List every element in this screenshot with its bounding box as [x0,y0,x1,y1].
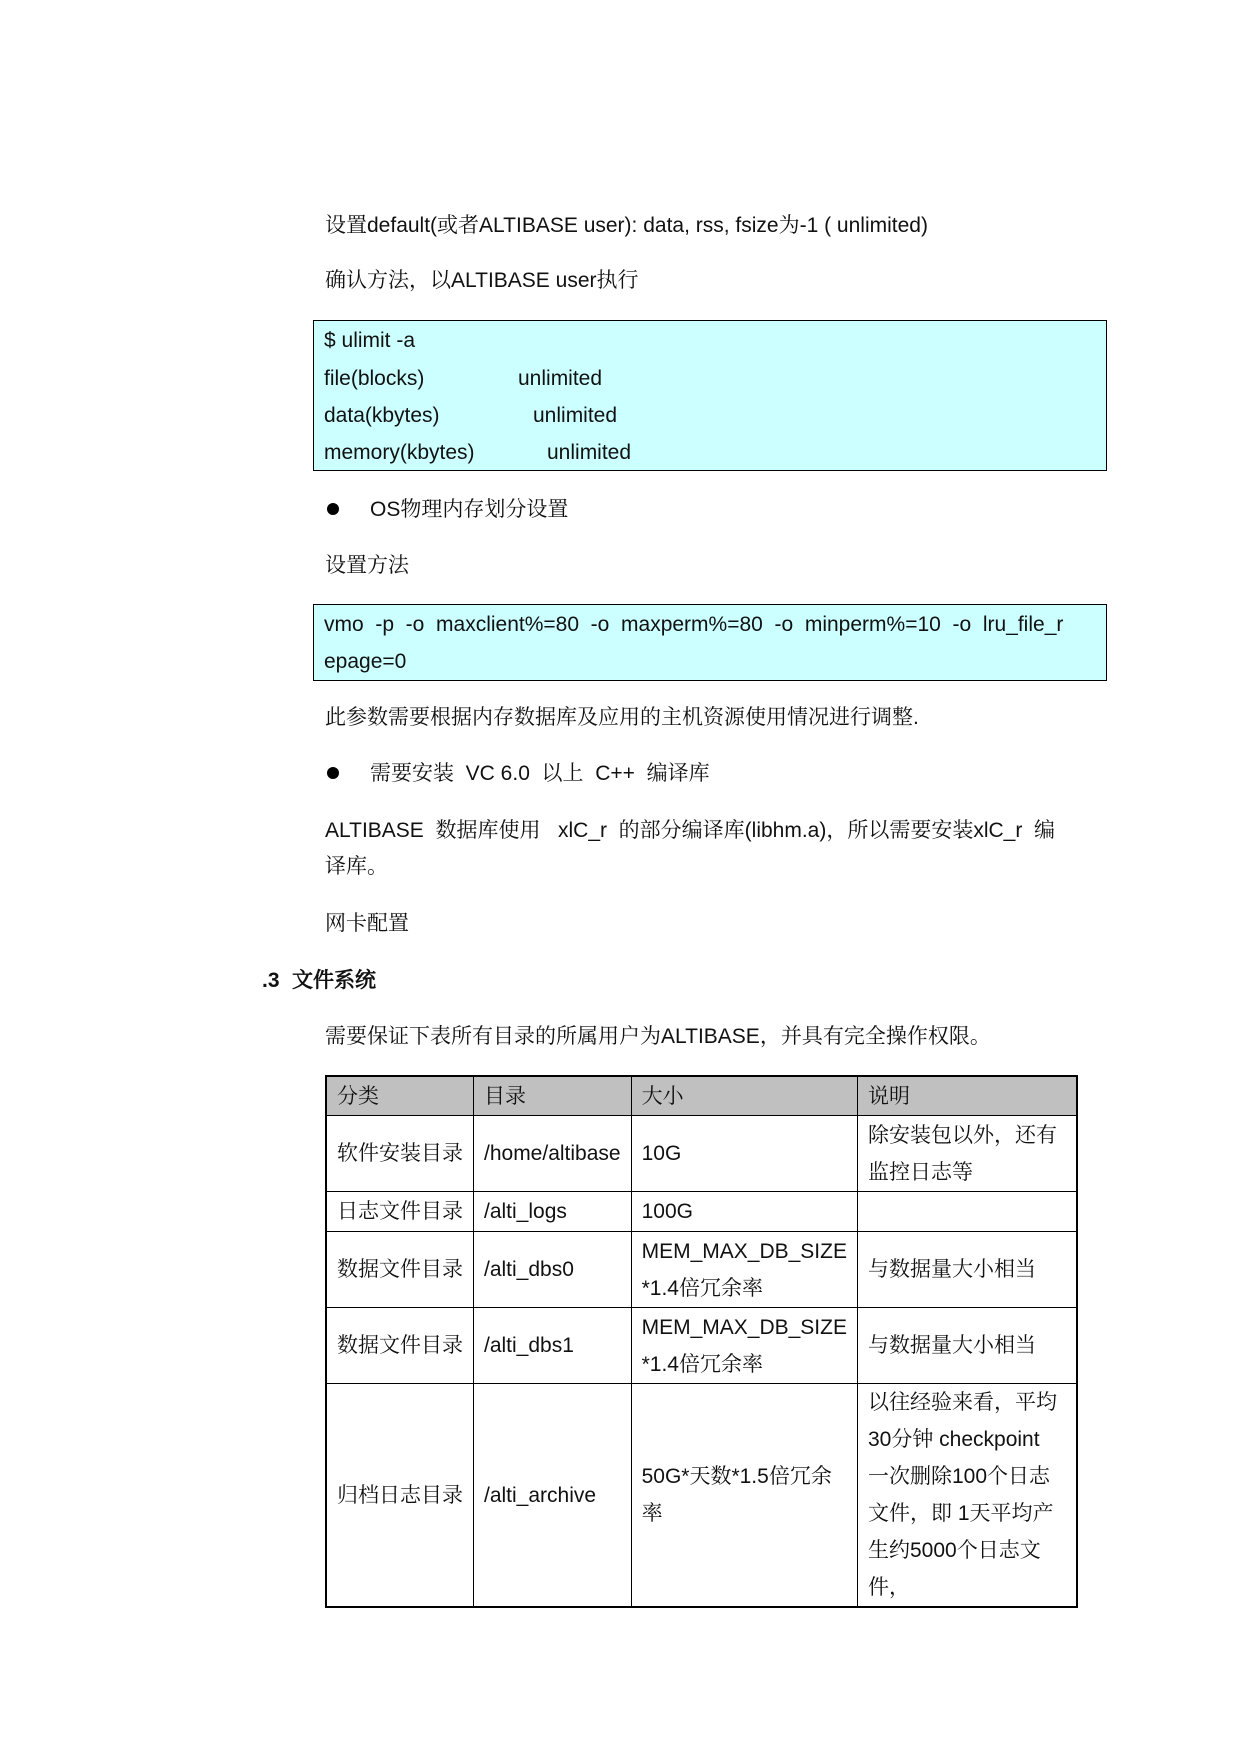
table-cell: 10G [631,1116,857,1192]
paragraph-xlc-line1: ALTIBASE 数据库使用 xlC_r 的部分编译库(libhm.a)，所以需要安装xlC_r 编 [325,819,1056,842]
bullet-icon [327,503,339,515]
table-cell: 日志文件目录 [326,1192,474,1232]
table-cell: 软件安装目录 [326,1116,474,1192]
paragraph-setting-method: 设置方法 [325,554,409,577]
table-cell: /alti_logs [474,1192,632,1232]
table-cell: 除安装包以外，还有监控日志等 [857,1116,1077,1192]
table-cell: /alti_archive [474,1384,632,1608]
table-row [326,1384,1077,1608]
table-cell: 与数据量大小相当 [857,1232,1077,1308]
bullet-vc-compiler: 需要安装 VC 6.0 以上 C++ 编译库 [370,762,710,785]
table-cell: 50G*天数*1.5倍冗余率 [631,1384,857,1608]
table-header-row [326,1076,1077,1116]
code-line: $ ulimit -a [324,329,416,352]
table-cell: 100G [631,1192,857,1232]
bullet-icon [327,767,339,779]
table-cell: /alti_dbs0 [474,1232,632,1308]
directory-table [325,1075,1078,1608]
code-line-value: unlimited [533,404,618,427]
table-cell: /home/altibase [474,1116,632,1192]
code-line: vmo -p -o maxclient%=80 -o maxperm%=80 -o minperm%=10 -o lru_file_r [324,613,1064,636]
paragraph-adjust-note: 此参数需要根据内存数据库及应用的主机资源使用情况进行调整. [325,706,919,729]
section-number: .3 [262,969,280,992]
bullet-os-memory: OS物理内存划分设置 [370,498,569,521]
code-block-vmo [313,604,1107,681]
paragraph-confirm-method: 确认方法，以ALTIBASE user执行 [325,269,639,292]
table-header-cell: 目录 [474,1076,632,1116]
code-line-name: file(blocks) [324,367,425,390]
table-cell: 数据文件目录 [326,1308,474,1384]
table-header-cell: 大小 [631,1076,857,1116]
code-block-ulimit [313,320,1107,471]
table-cell: 数据文件目录 [326,1232,474,1308]
code-line-value: unlimited [518,367,603,390]
code-line-name: memory(kbytes) [324,441,475,464]
paragraph-nic-config: 网卡配置 [325,912,409,935]
table-cell [857,1192,1077,1232]
table-row [326,1308,1077,1384]
table-row [326,1192,1077,1232]
table-cell: /alti_dbs1 [474,1308,632,1384]
code-line: epage=0 [324,650,407,673]
paragraph-set-default: 设置default(或者ALTIBASE user): data, rss, fsize为-1 ( unlimited) [325,214,928,237]
table-row [326,1116,1077,1192]
code-line-name: data(kbytes) [324,404,440,427]
table-header-cell: 说明 [857,1076,1077,1116]
table-cell: 归档日志目录 [326,1384,474,1608]
table-row [326,1232,1077,1308]
table-header-cell: 分类 [326,1076,474,1116]
table-cell: 以往经验来看，平均30分钟 checkpoint 一次删除100个日志文件，即 1天平均产生约5000个日志文件， [857,1384,1077,1608]
table-cell: 与数据量大小相当 [857,1308,1077,1384]
table-cell: MEM_MAX_DB_SIZE *1.4倍冗余率 [631,1232,857,1308]
paragraph-xlc-line2: 译库。 [325,855,388,878]
paragraph-ownership: 需要保证下表所有目录的所属用户为ALTIBASE，并具有完全操作权限。 [325,1025,991,1048]
table-cell: MEM_MAX_DB_SIZE *1.4倍冗余率 [631,1308,857,1384]
section-title: 文件系统 [292,969,376,992]
code-line-value: unlimited [547,441,632,464]
